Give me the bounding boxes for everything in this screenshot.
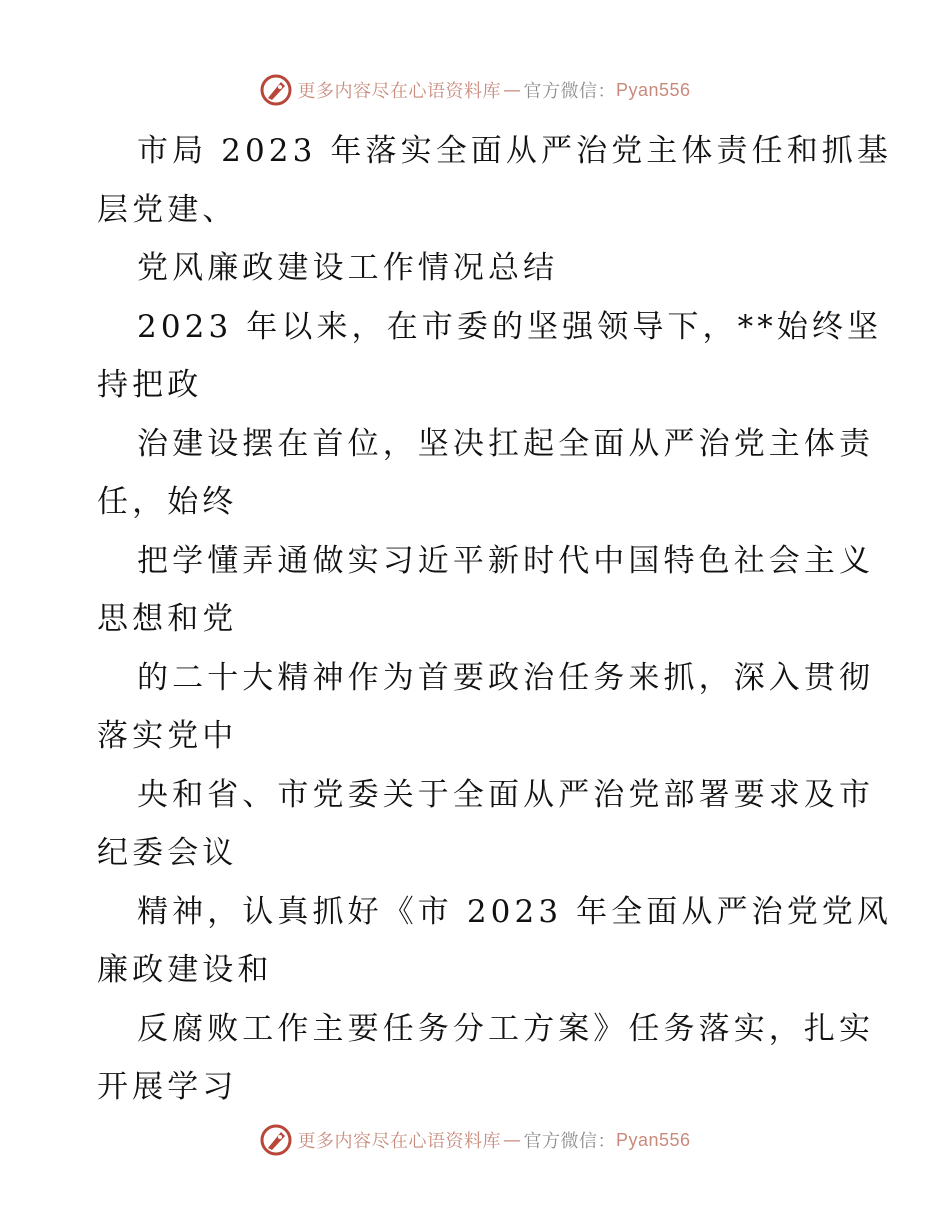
paragraph-line: 反腐败工作主要任务分工方案》任务落实，扎实 — [137, 1010, 875, 1047]
paragraph-line: 持把政 — [97, 367, 203, 403]
title-line-2: 层党建、 — [97, 191, 238, 228]
watermark-wechat-id: Pyan556 — [615, 1129, 691, 1150]
watermark-wechat-id: Pyan556 — [615, 79, 691, 100]
paragraph-line: 把学懂弄通做实习近平新时代中国特色社会主义 — [137, 542, 875, 579]
header-watermark — [0, 70, 950, 110]
paragraph-line: 精神，认真抓好《市 2023 年全面从严治党党风 — [137, 893, 892, 930]
pen-nib-logo-icon — [259, 1123, 293, 1157]
paragraph-line: 2023 年以来，在市委的坚强领导下，**始终坚 — [137, 308, 883, 345]
paragraph-line: 纪委会议 — [97, 835, 238, 871]
watermark-dash: — — [502, 1129, 522, 1151]
paragraph-line: 的二十大精神作为首要政治任务来抓，深入贯彻 — [137, 659, 875, 696]
watermark-site-text: 更多内容尽在心语资料库 — [297, 1131, 501, 1152]
watermark-dash: — — [502, 79, 522, 101]
title-line-3: 党风廉政建设工作情况总结 — [137, 250, 559, 286]
paragraph-line: 开展学习 — [97, 1069, 238, 1105]
paragraph-line: 落实党中 — [97, 718, 238, 754]
watermark-wechat-label: 官方微信： — [523, 81, 616, 102]
title-line-1: 市局 2023 年落实全面从严治党主体责任和抓基 — [137, 133, 892, 169]
footer-watermark — [0, 1120, 950, 1160]
paragraph-line: 治建设摆在首位，坚决扛起全面从严治党主体责 — [137, 425, 875, 462]
paragraph-line: 任，始终 — [97, 484, 238, 520]
paragraph-line: 央和省、市党委关于全面从严治党部署要求及市 — [137, 776, 875, 813]
watermark-wechat-label: 官方微信： — [523, 1131, 616, 1152]
pen-nib-logo-icon — [259, 73, 293, 107]
document-body — [97, 122, 892, 1117]
paragraph-line: 思想和党 — [97, 601, 238, 637]
watermark-site-text: 更多内容尽在心语资料库 — [297, 81, 501, 102]
paragraph-line: 廉政建设和 — [97, 952, 273, 988]
